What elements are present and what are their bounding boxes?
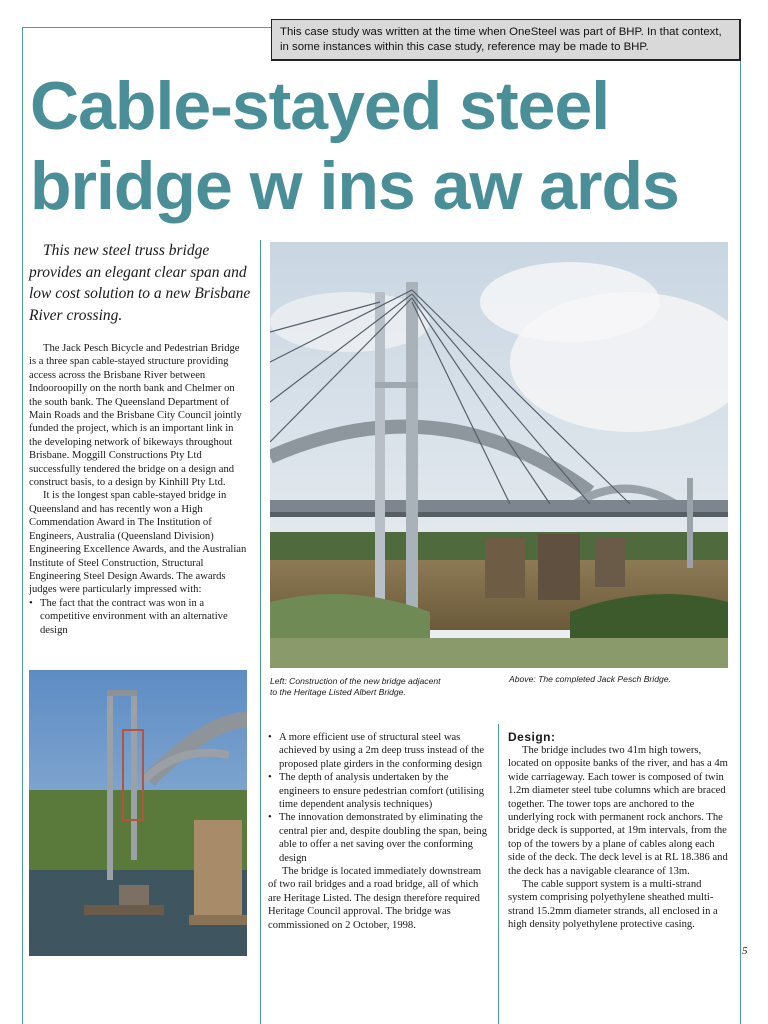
column-rule-1 <box>260 240 261 1024</box>
list-item: • The fact that the contract was won in a competitive environment with an alternative design <box>29 597 249 637</box>
list-item: • The innovation demonstrated by eliminating the central pier and, despite doubling the span, being able to offer a net saving over the conforming design <box>268 811 490 865</box>
title-line-2: bridge w ins aw ards <box>30 148 679 224</box>
title-line-1: Cable-stayed steel <box>30 68 610 144</box>
col2-bullet-list <box>268 731 490 865</box>
completed-bridge-illustration <box>270 242 728 668</box>
col3-paragraph-1: The bridge includes two 41m high towers, located on opposite banks of the river, and has a 4m wide carriageway. Each tower is composed of twin 1.2m diameter steel tube columns which are braced together. The tower tops are anchored to the underlying rock with permanent rock anchors. The bridge deck is supported, at 19m intervals, from the top of the towers by a plane of cables along each side of the deck. The deck level is at RL 18.386 and the deck has a navigable clearance of 13m. <box>508 745 728 877</box>
construction-illustration <box>29 670 247 956</box>
col1-bullet-list <box>29 597 249 637</box>
frame-rule-left <box>22 27 23 1024</box>
construction-photo <box>29 670 247 956</box>
column-3 <box>508 730 730 932</box>
page-title <box>30 66 760 226</box>
col1-paragraph-2: It is the longest span cable-stayed bridge in Queensland and has recently won a High Commendation Award in The Institution of Engineers, Australia (Queensland Division) Engineering Excellence Awards, and the Australian Institute of Steel Construction, Structural Engineering Steel Design Awards. The awards judges were particularly impressed with: <box>29 490 247 596</box>
column-rule-2 <box>498 724 499 1024</box>
list-item: • The depth of analysis undertaken by the engineers to ensure pedestrian comfort (utilising time dependent analysis techniques) <box>268 771 490 811</box>
caption-left: Left: Construction of the new bridge adjacent to the Heritage Listed Albert Bridge. <box>270 676 441 697</box>
page-number: 5 <box>742 945 748 957</box>
col1-paragraph-1: The Jack Pesch Bicycle and Pedestrian Bridge is a three span cable-stayed structure providing access across the Brisbane River between Indooroopilly on the north bank and Chelmer on the south bank. The Queensland Department of Main Roads and the Brisbane City Council jointly funded the project, which is an important link in the developing network of bikeways throughout Brisbane. Moggill Constructions Pty Ltd successfully tendered the bridge on a design and construct basis, to a design by Kinhill Pty Ltd. <box>29 343 242 489</box>
bhp-notice-box: This case study was written at the time when OneSteel was part of BHP. In that context, in some instances within this case study, reference may be made to BHP. <box>271 19 741 61</box>
intro-paragraph: This new steel truss bridge provides an elegant clear span and low cost solution to a new Brisbane River crossing. <box>29 242 251 324</box>
list-item: • A more efficient use of structural steel was achieved by using a 2m deep truss instead of the proposed plate girders in the conforming design <box>268 731 490 771</box>
col2-paragraph-1: The bridge is located immediately downstream of two rail bridges and a road bridge, all of which are Heritage Listed. The design therefore required Heritage Council approval. The bridge was commissioned on 2 October, 1998. <box>268 866 482 931</box>
column-1 <box>29 342 249 637</box>
caption-above: Above: The completed Jack Pesch Bridge. <box>509 674 671 684</box>
col3-paragraph-2: The cable support system is a multi-strand system comprising polyethylene sheathed multi-strand 15.2mm diameter strands, all enclosed in a high density polyethylene protective casing. <box>508 879 718 931</box>
column-2 <box>268 731 490 932</box>
frame-rule-top <box>22 27 271 28</box>
design-heading: Design: <box>508 730 556 744</box>
completed-bridge-photo <box>270 242 728 668</box>
